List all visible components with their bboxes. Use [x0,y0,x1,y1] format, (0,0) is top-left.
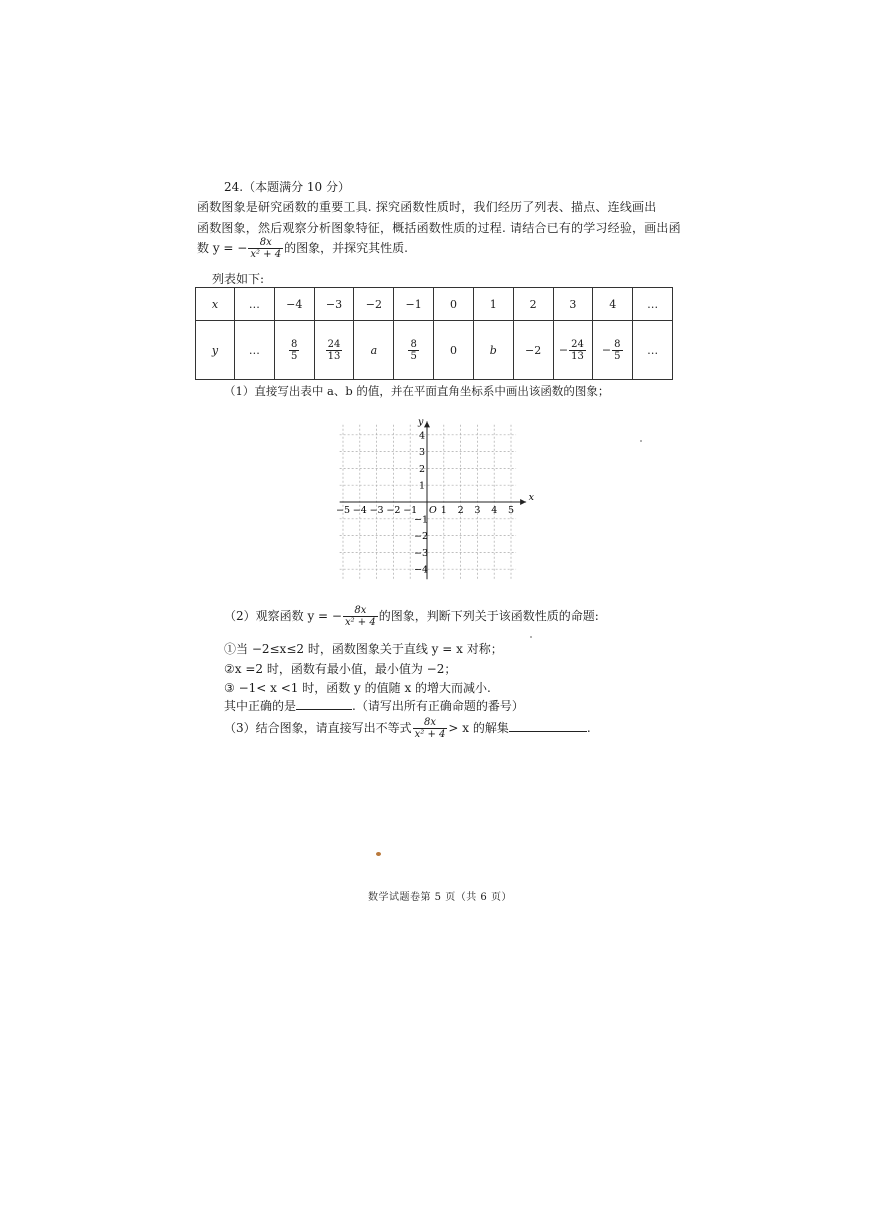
y-tick-label: 4 [419,430,426,442]
fraction-denominator: x² + 4 [250,249,282,260]
y-cell-sign: − [558,343,569,356]
y-cell [593,321,633,380]
part1-text: （1）直接写出表中 a、b 的值，并在平面直角坐标系中画出该函数的图象； [224,384,610,398]
y-axis-label: y [418,416,424,428]
y-cell [274,321,314,380]
y-cell [553,321,593,380]
y-row-label: y [196,321,235,380]
y-cell-a: a [354,321,394,380]
x-cell: … [235,288,275,321]
scan-speck [640,440,642,442]
x-cell: −2 [354,288,394,321]
value-table [195,287,673,380]
x-tick-label: 1 [440,505,447,516]
problem-heading: 24.（本题满分 10 分） [224,180,350,194]
y-row [196,321,673,380]
part3-question [224,717,591,740]
origin-label: O [429,505,437,516]
y-cell: … [633,321,673,380]
y-cell-b: b [473,321,513,380]
fraction-numerator: 8x [424,717,437,728]
x-axis-label: x [528,492,534,503]
answer-prefix: 其中正确的是 [224,699,297,713]
y-cell-denominator: 5 [291,350,298,362]
y-cell-denominator: 5 [614,350,621,362]
x-cell: 4 [593,288,633,321]
y-cell-numerator: 8 [291,338,298,350]
y-cell: … [235,321,275,380]
x-cell: 1 [473,288,513,321]
y-cell-numerator: 24 [327,338,341,350]
x-row [196,288,673,321]
x-tick-label: 5 [508,505,515,516]
x-tick-label: 2 [457,505,464,516]
y-cell: −2 [513,321,553,380]
answer-blank[interactable] [296,709,352,710]
y-cell-denominator: 5 [410,350,417,362]
statement-2: ②x =2 时，函数有最小值，最小值为 −2； [224,662,457,676]
x-cell: −4 [274,288,314,321]
intro-line-2: 函数图象，然后观察分析图象特征，概括函数性质的过程. 请结合已有的学习经验，画出函 [197,221,681,235]
part3-suffix: > x 的解集 [448,721,509,735]
statement-1: ①当 −2≤x≤2 时，函数图象关于直线 y = x 对称； [224,642,503,656]
intro-fraction [248,237,283,260]
part3-end: . [586,721,591,735]
x-tick-label: −2 [386,505,401,516]
x-tick-label: −4 [352,505,367,516]
y-tick-label: −1 [414,514,429,526]
y-cell-numerator: 8 [614,338,621,350]
y-axis-arrow [424,421,430,427]
table-caption: 列表如下: [212,272,265,286]
y-tick-label: 1 [419,480,426,492]
part3-prefix: （3）结合图象，请直接写出不等式 [224,721,412,735]
x-tick-label: −1 [403,505,418,516]
y-cell [394,321,434,380]
fraction-numerator: 8x [259,237,272,248]
statement-3: ③ −1< x <1 时，函数 y 的值随 x 的增大而减小. [224,681,491,695]
x-cell: −3 [314,288,354,321]
y-cell-denominator: 13 [327,350,341,362]
y-tick-label: −4 [414,564,429,576]
x-tick-label: 3 [474,505,481,516]
intro-line-1: 函数图象是研究函数的重要工具. 探究函数性质时，我们经历了列表、描点、连线画出 [197,200,657,214]
x-tick-label: −3 [369,505,384,516]
x-cell: 2 [513,288,553,321]
solution-set-blank[interactable] [509,731,587,732]
y-cell-denominator: 13 [571,350,584,362]
y-tick-label: 2 [419,463,426,475]
x-cell: … [633,288,673,321]
scan-speck [376,852,381,856]
fraction-numerator: 8x [354,605,367,616]
fraction-denominator: x² + 4 [414,729,446,740]
y-cell-numerator: 24 [571,338,584,350]
x-tick-label: −5 [336,505,351,516]
x-cell: −1 [394,288,434,321]
x-cell: 0 [434,288,474,321]
part2-question [224,605,599,628]
intro-line-3 [197,237,408,260]
y-tick-label: 3 [419,447,426,459]
page-footer: 数学试题卷第 5 页（共 6 页） [368,892,512,903]
y-cell-numerator: 8 [410,338,417,350]
y-tick-label: −2 [414,531,429,543]
y-cell [314,321,354,380]
y-tick-label: −3 [414,547,429,559]
x-cell: 3 [553,288,593,321]
y-cell: 0 [434,321,474,380]
intro-function-suffix: 的图象，并探究其性质. [284,241,408,255]
scan-speck [530,636,532,638]
answer-suffix: .（请写出所有正确命题的番号） [352,699,524,713]
part2-answer [224,697,524,714]
part2-prefix: （2）观察函数 y = − [224,609,342,623]
y-cell-sign: − [601,343,612,356]
fraction-denominator: x² + 4 [344,617,376,628]
x-axis-arrow [520,499,526,505]
x-row-label: x [196,288,235,321]
x-tick-label: 4 [491,505,498,516]
coordinate-grid [325,415,540,593]
part2-suffix: 的图象，判断下列关于该函数性质的命题: [378,609,599,623]
intro-function-prefix: 数 y = − [197,241,248,255]
